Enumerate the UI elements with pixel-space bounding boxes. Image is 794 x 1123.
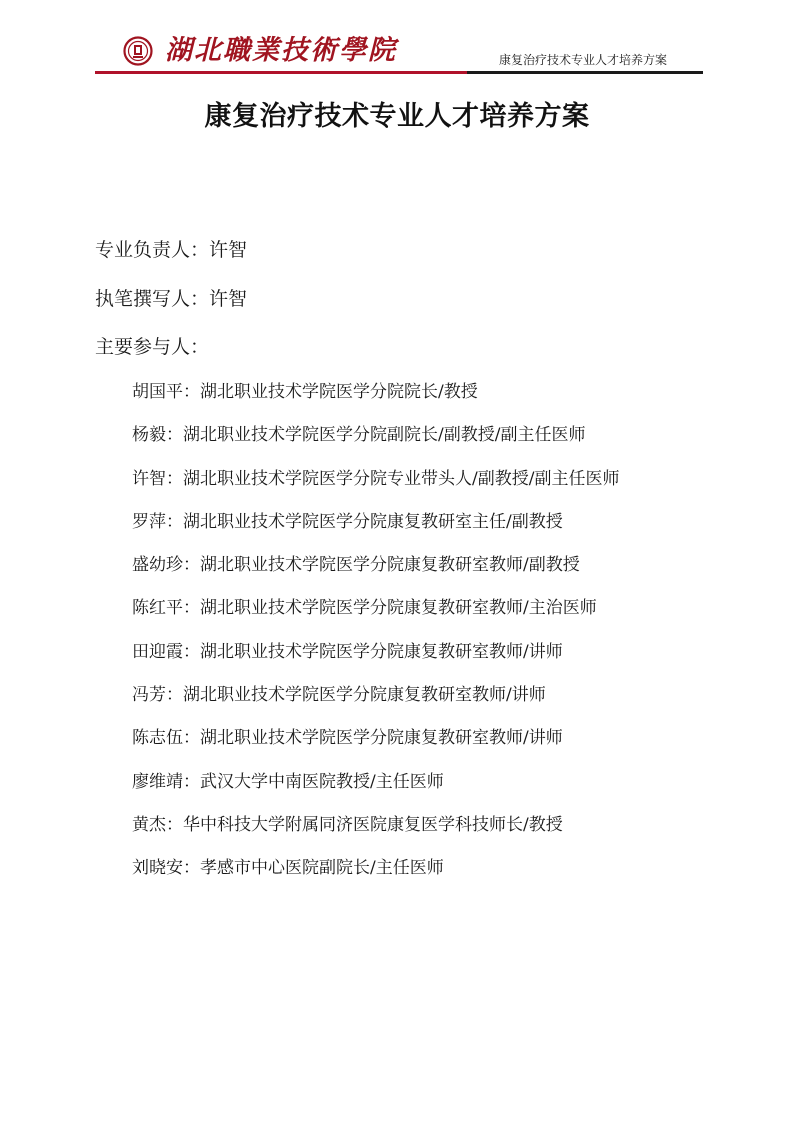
- participant-item: [132, 422, 752, 465]
- participant-separator: ：: [166, 511, 183, 532]
- participant-item: [132, 379, 752, 422]
- document-title: 康复治疗技术专业人才培养方案: [204, 101, 590, 132]
- header-rule-dark: [467, 71, 703, 74]
- running-header-title: 康复治疗技术专业人才培养方案: [498, 53, 667, 67]
- participant-item: [132, 639, 752, 682]
- participant-item: [132, 552, 752, 595]
- participant-item: [132, 595, 752, 638]
- participant-role: 湖北职业技术学院医学分院专业带头人/副教授/副主任医师: [183, 468, 620, 489]
- participant-role: 湖北职业技术学院医学分院康复教研室主任/副教授: [183, 511, 563, 532]
- participant-role: 湖北职业技术学院医学分院康复教研室教师/讲师: [183, 685, 546, 706]
- participant-role: 湖北职业技术学院医学分院副院长/副教授/副主任医师: [183, 425, 586, 446]
- participant-role: 湖北职业技术学院医学分院康复教研室教师/主治医师: [200, 598, 597, 619]
- participant-separator: ：: [183, 598, 200, 619]
- writer-label: 执笔撰写人：: [95, 288, 210, 310]
- participant-item: [132, 466, 752, 509]
- participant-role: 华中科技大学附属同济医院康复医学科技师长/教授: [183, 814, 563, 835]
- participant-separator: ：: [166, 468, 183, 489]
- participant-separator: ：: [183, 382, 200, 402]
- participant-name: 陈红平: [132, 598, 183, 619]
- participant-name: 廖维靖: [132, 771, 183, 792]
- participant-name: 黄杰: [132, 814, 166, 835]
- participant-item: [132, 725, 752, 768]
- writer-line: [95, 286, 247, 312]
- participant-separator: ：: [183, 641, 200, 662]
- participant-item: [132, 812, 752, 855]
- writer-value: 许智: [209, 288, 248, 310]
- participant-separator: ：: [183, 858, 200, 879]
- participant-role: 孝感市中心医院副院长/主任医师: [200, 858, 444, 879]
- participant-name: 陈志伍: [132, 728, 183, 749]
- participant-item: [132, 855, 752, 898]
- page-header: [95, 30, 703, 76]
- participant-separator: ：: [183, 771, 200, 792]
- participants-heading: 主要参与人：: [95, 336, 210, 358]
- school-seal-icon: [123, 36, 153, 66]
- participant-name: 胡国平: [132, 382, 183, 402]
- participant-separator: ：: [183, 555, 200, 576]
- participant-role: 湖北职业技术学院医学分院康复教研室教师/讲师: [200, 641, 563, 662]
- program-lead-value: 许智: [209, 239, 248, 261]
- participant-name: 刘晓安: [132, 858, 183, 879]
- participant-name: 许智: [132, 468, 166, 489]
- participant-role: 武汉大学中南医院教授/主任医师: [200, 771, 444, 792]
- participant-separator: ：: [166, 814, 183, 835]
- participant-item: [132, 682, 752, 725]
- participant-name: 盛幼珍: [132, 555, 183, 576]
- participant-name: 冯芳: [132, 685, 166, 706]
- participant-separator: ：: [183, 728, 200, 749]
- program-lead-label: 专业负责人：: [95, 239, 210, 261]
- participant-role: 湖北职业技术学院医学分院院长/教授: [200, 382, 478, 402]
- participant-separator: ：: [166, 425, 183, 446]
- participant-separator: ：: [166, 685, 183, 706]
- program-lead-line: [95, 237, 247, 263]
- participant-name: 杨毅: [132, 425, 166, 446]
- participant-name: 田迎霞: [132, 641, 183, 662]
- participant-role: 湖北职业技术学院医学分院康复教研室教师/讲师: [200, 728, 563, 749]
- participant-name: 罗萍: [132, 511, 166, 532]
- participant-role: 湖北职业技术学院医学分院康复教研室教师/副教授: [200, 555, 580, 576]
- school-logo-text: 湖北職業技術學院: [165, 35, 397, 66]
- participants-list: [132, 379, 752, 899]
- participant-item: [132, 769, 752, 812]
- participant-item: [132, 509, 752, 552]
